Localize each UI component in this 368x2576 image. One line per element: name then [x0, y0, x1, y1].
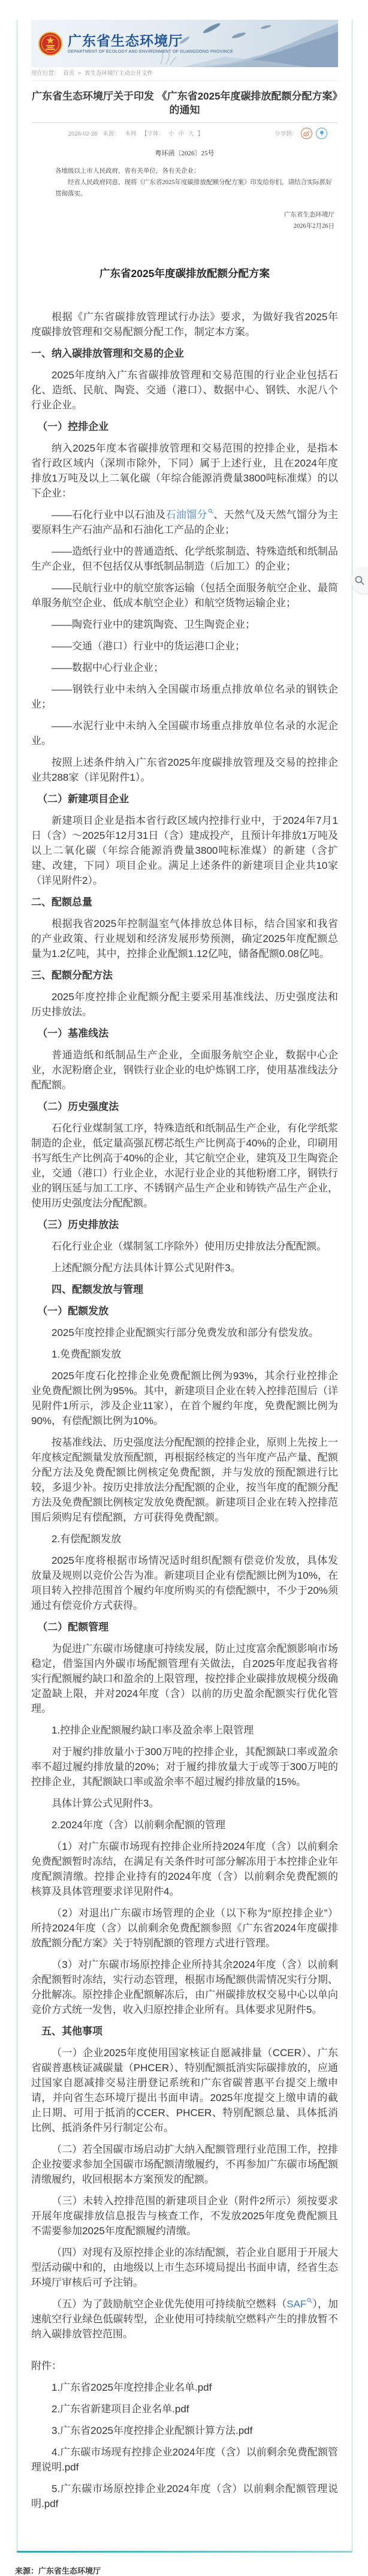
section-heading: 二、配额总量 — [31, 896, 92, 908]
box-bottom-border — [17, 2551, 352, 2553]
paragraph — [31, 507, 338, 537]
share-label: 分享到： — [274, 131, 297, 137]
sub-heading: （二）历史强度法 — [37, 1101, 119, 1112]
footer-source: 来源：广东省生态环境厅 — [15, 2566, 101, 2575]
search-sup-icon — [208, 508, 213, 514]
article-body — [31, 309, 338, 2511]
floating-search-button[interactable] — [351, 567, 368, 594]
weibo-icon — [303, 130, 310, 137]
breadcrumb-current[interactable]: 省生态环境厅主动公开文件 — [85, 70, 153, 77]
content-box — [17, 20, 352, 2551]
paragraph: 石化行业企业（煤制氢工序除外）使用历史排放法分配配额。 — [52, 1241, 327, 1252]
site-banner — [31, 20, 338, 67]
inline-link[interactable]: 石油馏分 — [165, 509, 213, 520]
paragraph: ——水泥行业中未纳入全国碳市场重点排放单位名录的水泥企业。 — [31, 720, 338, 747]
font-large-button[interactable]: 大 — [188, 131, 194, 137]
paragraph: （四）对现有及原控排企业的冻结配额，若企业自愿用于开展大型活动碳中和的，由地级以上市生态环境局提出书面申请，经省生态环境厅审核后可予注销。 — [31, 2247, 338, 2288]
paragraph: 普通造纸和纸制品生产企业，全面服务航空企业，数据中心企业，水泥粉磨企业，钢铁行业企业的电炉炼钢工序，使用基准线法分配配额。 — [31, 1049, 338, 1091]
site-title: 广东省生态环境厅 — [68, 33, 183, 49]
paragraph: （二）若全国碳市场启动扩大纳入配额管理行业范围工作，控排企业按要求参加全国碳市场配额清缴履约，不再参加广东碳市场配额清缴履约，收回根据本方案预发的配额。 — [31, 2144, 338, 2185]
paragraph: 根据《广东省碳排放管理试行办法》要求，为做好我省2025年度碳排放管理和交易配额分配工作，制定本方案。 — [31, 311, 338, 338]
paragraph: 2025年度石化控排企业免费配额比例为93%，其余行业控排企业免费配额比例为95%。其中，新建项目企业在转入控排范围后（详见附件1所示，涉及企业11家），在首个履约年度，免费配额比例为90%，有偿配额比例为10%。 — [31, 1370, 338, 1427]
paragraph: 为促进广东碳市场健康可持续发展，防止过度富余配额影响市场稳定，借鉴国内外碳市场配额管理有关做法，自2025年度起我省将实行配额履约缺口和盈余的上限管理，按控排企业碳排放规模分级确定盈缺上限，并对2024年度（含）以前的历史盈余配额实行优化管理。 — [31, 1643, 338, 1714]
sub-heading: （二）新建项目企业 — [37, 793, 129, 805]
attachment-link[interactable]: 3.广东省2025年度控排企业配额计算方法.pdf — [52, 2425, 253, 2436]
paragraph: 根据我省2025年控制温室气体排放总体目标，结合国家和我省的产业政策、行业规划和经济发展形势预测，确定2025年度配额总量为1.2亿吨，其中，控排企业配额1.12亿吨，储备配额0.08亿吨。 — [31, 918, 338, 959]
search-icon — [354, 575, 365, 586]
paragraph: 上述配额分配方法具体计算公式见附件3。 — [52, 1262, 241, 1274]
national-emblem-icon — [38, 32, 62, 56]
paragraph: ——民航行业中的航空旅客运输（包括全面服务航空企业、最简单服务航空企业、低成本航空企业）和航空货物运输企业； — [31, 582, 338, 609]
font-label-open: 【字体： — [141, 131, 165, 137]
breadcrumb-home-link[interactable]: 首页 — [63, 70, 75, 77]
font-label-close: 】 — [197, 131, 204, 137]
text-segment: ——石化行业中以石油及 — [52, 509, 166, 520]
paragraph: 按照上述条件纳入广东省2025年度碳排放管理及交易的控排企业共288家（详见附件1）。 — [31, 757, 338, 783]
source-value: 本网 — [125, 131, 137, 137]
search-sup-icon — [307, 2298, 312, 2303]
salutation: 各地级以上市人民政府，省有关单位，各有关企业： — [55, 168, 200, 174]
source-label: 来源： — [102, 131, 120, 137]
signature-block — [31, 209, 338, 232]
paragraph: （3）对广东碳市场原控排企业所持其余2024年度（含）以前剩余配额暂时冻结，实行动态管理，根据市场配额供需情况实行分期、分批解冻。原控排企业配额解冻后，由广州碳排放权交易中心以单向竞价方式统一发售，收入归原控排企业所有。具体要求见附件5。 — [31, 1959, 338, 2015]
share-bar — [275, 128, 327, 139]
font-size-control — [141, 131, 207, 137]
publish-date: 2026-02-26 — [68, 131, 98, 137]
paragraph: 2.2024年度（含）以前剩余配额的管理 — [52, 1819, 225, 1831]
sub-heading: （一）控排企业 — [37, 421, 109, 432]
inline-link[interactable]: SAF — [286, 2298, 312, 2310]
sub-heading: （一）配额发放 — [37, 1305, 109, 1317]
text-segment: ），加速航空行业绿色低碳转型，企业使用可持续航空燃料产生的排放暂不纳入碳排放管控范围。 — [31, 2298, 339, 2340]
font-medium-button[interactable]: 中 — [178, 131, 185, 137]
paragraph: 1.控排企业配额履约缺口率及盈余率上限管理 — [52, 1725, 254, 1736]
text-segment: 、天然气及天然气馏分为主要原料生产石油产品和石油化工产品的企业； — [31, 509, 339, 535]
paragraph — [31, 2297, 338, 2342]
paragraph: （三）未转入控排范围的新建项目企业（附件2所示）须按要求开展年度碳排放信息报告与核查工作，不发放2025年度免费配额且不需要参加2025年度配额履约清缴。 — [31, 2195, 338, 2237]
attachment-link[interactable]: 4.广东碳市场现有控排企业2024年度（含）以前剩余免费配额管理说明.pdf — [31, 2446, 338, 2473]
paragraph: ——钢铁行业中未纳入全国碳市场重点排放单位名录的钢铁企业； — [31, 684, 338, 710]
paragraph: 1.免费配额发放 — [52, 1349, 122, 1360]
section-heading: 一、纳入碳排放管理和交易的企业 — [31, 348, 184, 359]
font-small-button[interactable]: 小 — [168, 131, 174, 137]
breadcrumb-separator: > — [77, 70, 82, 77]
signature-org: 广东省生态环境厅 — [284, 212, 334, 218]
doc-number: 粤环函〔2026〕25号 — [155, 150, 215, 157]
article-meta — [31, 123, 338, 139]
page-title: 广东省生态环境厅关于印发 《广东省2025年度碳排放配额分配方案》的通知 — [31, 91, 338, 116]
breadcrumb-label: 现在位置： — [31, 70, 60, 77]
meta-left — [68, 129, 210, 137]
paragraph: 石化行业煤制氢工序，特殊造纸和纸制品生产企业，有化学纸浆制造的企业，低定量高强瓦楞芯纸生产比例高于40%的企业，印刷用书写纸生产比例高于40%的企业，其它航空企业，建筑及卫生陶瓷企业，交通（港口）行业企业，水泥行业企业的其他粉磨工序，钢铁行业的钢压延与加工工序、不锈钢产品生产企业和铸铁产品生产企业，使用历史强度法分配配额。 — [31, 1123, 338, 1209]
breadcrumb — [31, 67, 338, 81]
site-subtitle: DEPARTMENT OF ECOLOGY AND ENVIRONMENT OF GUANGDONG PROVINCE — [68, 50, 234, 54]
section-heading: 五、其他事项 — [41, 2026, 102, 2037]
paragraph: 2025年度纳入广东省碳排放管理和交易范围的行业企业包括石化、造纸、民航、陶瓷、交通（港口）、数据中心、钢铁、水泥八个行业企业。 — [31, 369, 338, 411]
paragraph: 按基准线法、历史强度法分配配额的控排企业，原则上先按上一年度核定配额量发放预配额，再根据经核定的当年度产品产量、配额分配方法及免费配额比例核定免费配额，并与发放的预配额进行比较，多退少补。按历史排放法分配配额的企业，按当年度的配额分配方法及免费配额比例核定发放免费配额。新建项目企业在转入控排范围后须购足有偿配额，方可获得免费配额。 — [31, 1437, 338, 1523]
signature-date: 2026年2月26日 — [293, 223, 334, 230]
paragraph: （1）对广东碳市场现有控排企业所持2024年度（含）以前剩余免费配额暂时冻结，在满足有关条件时可部分解冻用于本控排企业年度配额清缴。控排企业持有的2024年度（含）以前剩余免费配额的核算及具体管理要求详见附件4。 — [31, 1841, 338, 1897]
section-heading: 四、配额发放与管理 — [52, 1284, 143, 1295]
document-title: 广东省2025年度碳排放配额分配方案 — [99, 267, 270, 279]
share-subscribe-button[interactable] — [316, 128, 327, 139]
paragraph: 具体计算公式见附件3。 — [52, 1798, 159, 1809]
notice-paragraph: 经省人民政府同意，现将《广东省2025年度碳排放配额分配方案》印发给你们，请结合实际抓好贯彻落实。 — [55, 179, 332, 197]
paragraph: （一）企业2025年度使用国家核证自愿减排量（CCER）、广东省碳普惠核证减碳量（PHCER）、特别配额抵消实际碳排放的，应通过国家自愿减排交易注册登记系统和广东省碳普惠平台提交上缴申请，并向省生态环境厅提出书面申请。2025年度提交上缴申请的截止日期、可用于抵消的CCER、PHCER、特别配额总量、具体抵消比例、抵消条件另行制定公布。 — [31, 2047, 338, 2133]
paragraph: 2.有偿配额发放 — [52, 1533, 122, 1545]
attachment-link[interactable]: 1.广东省2025年度控排企业名单.pdf — [52, 2382, 212, 2393]
attachment-link[interactable]: 5.广东碳市场原控排企业2024年度（含）以前剩余配额管理说明.pdf — [31, 2483, 338, 2509]
paragraph: ——交通（港口）行业中的货运港口企业； — [52, 640, 245, 652]
text-segment: （五）为了鼓励航空企业优先使用可持续航空燃料（ — [52, 2298, 287, 2310]
paragraph: ——数据中心行业企业； — [52, 662, 164, 673]
sub-heading: （二）配额管理 — [37, 1621, 109, 1633]
section-heading: 三、配额分配方法 — [31, 970, 113, 981]
share-weibo-button[interactable] — [301, 128, 312, 139]
paragraph: 2025年度将根据市场情况适时组织配额有偿竞价发放，具体发放量及规则以竞价公告为准。新建项目企业有偿配额比例为10%，在项目转入控排范围首个履约年度所购买的有偿配额中，不少于20%须通过有偿竞价方式获得。 — [31, 1555, 338, 1611]
bell-icon — [319, 130, 325, 136]
paragraph: 对于履约排放量小于300万吨的控排企业，其配额缺口率或盈余率不超过履约排放量的20%；对于履约排放量大于或等于300万吨的控排企业，其配额缺口率或盈余率不超过履约排放量的15%。 — [31, 1746, 338, 1787]
paragraph: 2025年度控排企业配额分配主要采用基准线法、历史强度法和历史排放法。 — [31, 991, 338, 1018]
paragraph: 2025年度控排企业配额实行部分免费发放和部分有偿发放。 — [52, 1327, 319, 1338]
attachment-link[interactable]: 2.广东省新建项目企业名单.pdf — [52, 2403, 189, 2415]
paragraph: ——造纸行业中的普通造纸、化学纸浆制造、特殊造纸和纸制品生产企业，但不包括仅从事纸制品制造（后加工）的企业； — [31, 546, 338, 572]
paragraph: ——陶瓷行业中的建筑陶瓷、卫生陶瓷企业； — [52, 619, 255, 630]
paragraph: 新建项目企业是指本省行政区域内控排行业中，于2024年7月1日（含）～2025年12月31日（含）建成投产，且预计年排放1万吨及以上二氧化碳（年综合能源消费量3800吨标准煤）的新建（含扩建、改建，下同）项目企业。满足上述条件的新建项目企业共10家（详见附件2）。 — [31, 815, 338, 886]
sub-heading: （三）历史排放法 — [37, 1219, 119, 1230]
paragraph: 纳入2025年度本省碳排放管理和交易范围的控排企业，是指本省行政区域内（深圳市除外，下同）属于上述行业，且在2024年度排放1万吨及以上二氧化碳（年综合能源消费量3800吨标准煤）的以下企业： — [31, 443, 338, 499]
sub-heading: （一）基准线法 — [37, 1028, 109, 1039]
paragraph: （2）对退出广东碳市场管理的企业（以下称为“原控排企业”）所持2024年度（含）以前剩余免费配额参照《广东省2024年度碳排放配额分配方案》关于特别配额的管理方式进行管理。 — [31, 1907, 338, 1949]
attachments-label: 附件： — [31, 2360, 62, 2372]
notice-block — [55, 165, 332, 200]
banner-text — [68, 33, 233, 54]
